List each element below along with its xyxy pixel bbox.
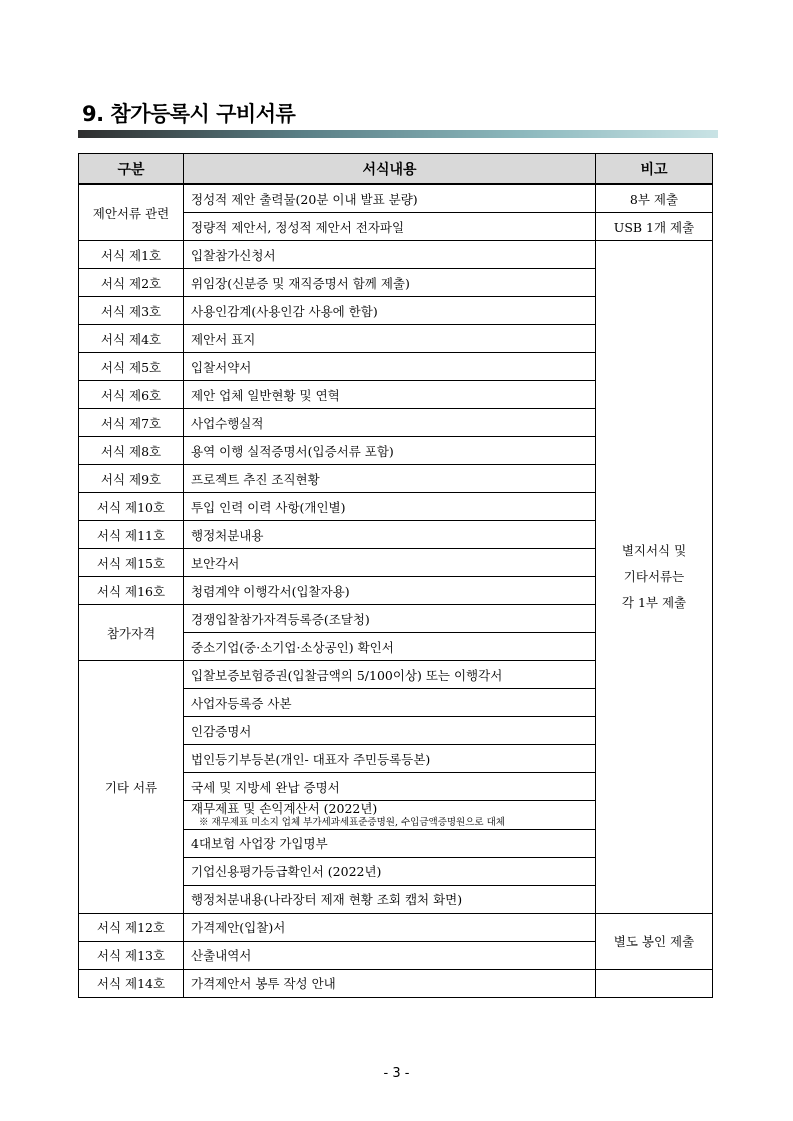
row-content: 제안 업체 일반현황 및 연혁 bbox=[184, 381, 596, 409]
row-content: 입찰참가신청서 bbox=[184, 241, 596, 269]
row-content: 국세 및 지방세 완납 증명서 bbox=[184, 773, 596, 801]
row-content: 가격제안(입찰)서 bbox=[184, 913, 596, 941]
remark-sealed: 별도 봉인 제출 bbox=[596, 913, 713, 969]
row-content: 입찰보증보험증권(입찰금액의 5/100이상) 또는 이행각서 bbox=[184, 661, 596, 689]
row-content: 투입 인력 이력 사항(개인별) bbox=[184, 493, 596, 521]
row-content: 사업자등록증 사본 bbox=[184, 689, 596, 717]
row-content: 중소기업(중·소기업·소상공인) 확인서 bbox=[184, 633, 596, 661]
row-form-number: 서식 제10호 bbox=[79, 493, 184, 521]
row-remark: 8부 제출 bbox=[596, 184, 713, 213]
row-content: 산출내역서 bbox=[184, 941, 596, 969]
row-form-number: 서식 제1호 bbox=[79, 241, 184, 269]
row-content: 보안각서 bbox=[184, 549, 596, 577]
row-form-number: 서식 제4호 bbox=[79, 325, 184, 353]
row-content: 사업수행실적 bbox=[184, 409, 596, 437]
row-content: 청렴계약 이행각서(입찰자용) bbox=[184, 577, 596, 605]
remark-line: 각 1부 제출 bbox=[621, 594, 687, 610]
row-form-number: 서식 제5호 bbox=[79, 353, 184, 381]
remark-empty bbox=[596, 969, 713, 997]
row-form-number: 서식 제14호 bbox=[79, 969, 184, 997]
row-content: 프로젝트 추진 조직현황 bbox=[184, 465, 596, 493]
row-form-number: 서식 제9호 bbox=[79, 465, 184, 493]
table-row bbox=[79, 184, 713, 213]
row-content: 4대보험 사업장 가입명부 bbox=[184, 829, 596, 857]
row-content: 용역 이행 실적증명서(입증서류 포함) bbox=[184, 437, 596, 465]
row-content: 위임장(신분증 및 재직증명서 함께 제출) bbox=[184, 269, 596, 297]
row-content: 입찰서약서 bbox=[184, 353, 596, 381]
header-remarks: 비고 bbox=[596, 154, 713, 185]
row-content: 가격제안서 봉투 작성 안내 bbox=[184, 969, 596, 997]
table-row bbox=[79, 241, 713, 269]
row-form-number: 서식 제11호 bbox=[79, 521, 184, 549]
group-other-documents: 기타 서류 bbox=[79, 661, 184, 914]
financial-statement-label: 재무제표 및 손익계산서 (2022년) bbox=[191, 801, 378, 816]
row-content: 정성적 제안 출력물(20분 이내 발표 분량) bbox=[184, 184, 596, 213]
row-content: 기업신용평가등급확인서 (2022년) bbox=[184, 857, 596, 885]
row-form-number: 서식 제8호 bbox=[79, 437, 184, 465]
row-content: 행정처분내용 bbox=[184, 521, 596, 549]
required-documents-table bbox=[78, 153, 713, 998]
remark-attached-forms bbox=[596, 241, 713, 914]
header-content: 서식내용 bbox=[184, 154, 596, 185]
financial-statement-note: ※ 재무제표 미소지 업체 부가세과세표준증명원, 수입금액증명원으로 대체 bbox=[199, 816, 505, 828]
row-content: 법인등기부등본(개인- 대표자 주민등록등본) bbox=[184, 745, 596, 773]
group-proposal: 제안서류 관련 bbox=[79, 184, 184, 241]
row-form-number: 서식 제2호 bbox=[79, 269, 184, 297]
row-content: 행정처분내용(나라장터 제재 현황 조회 캡처 화면) bbox=[184, 885, 596, 913]
row-remark: USB 1개 제출 bbox=[596, 213, 713, 241]
table-header-row bbox=[79, 154, 713, 185]
row-form-number: 서식 제13호 bbox=[79, 941, 184, 969]
row-form-number: 서식 제16호 bbox=[79, 577, 184, 605]
row-form-number: 서식 제15호 bbox=[79, 549, 184, 577]
row-form-number: 서식 제6호 bbox=[79, 381, 184, 409]
row-content bbox=[184, 801, 596, 830]
row-content: 제안서 표지 bbox=[184, 325, 596, 353]
group-qualification: 참가자격 bbox=[79, 605, 184, 661]
page-number: - 3 - bbox=[383, 1066, 410, 1081]
section-title: 9. 참가등록시 구비서류 bbox=[82, 102, 296, 126]
header-category: 구분 bbox=[79, 154, 184, 185]
row-content: 인감증명서 bbox=[184, 717, 596, 745]
row-content: 사용인감계(사용인감 사용에 한함) bbox=[184, 297, 596, 325]
row-form-number: 서식 제12호 bbox=[79, 913, 184, 941]
remark-line: 별지서식 및 bbox=[621, 543, 687, 559]
table-row bbox=[79, 913, 713, 941]
row-content: 정량적 제안서, 정성적 제안서 전자파일 bbox=[184, 213, 596, 241]
row-content: 경쟁입찰참가자격등록증(조달청) bbox=[184, 605, 596, 633]
row-form-number: 서식 제3호 bbox=[79, 297, 184, 325]
table-row bbox=[79, 969, 713, 997]
title-underline-bar bbox=[78, 130, 718, 138]
row-form-number: 서식 제7호 bbox=[79, 409, 184, 437]
remark-line: 기타서류는 bbox=[623, 568, 685, 584]
